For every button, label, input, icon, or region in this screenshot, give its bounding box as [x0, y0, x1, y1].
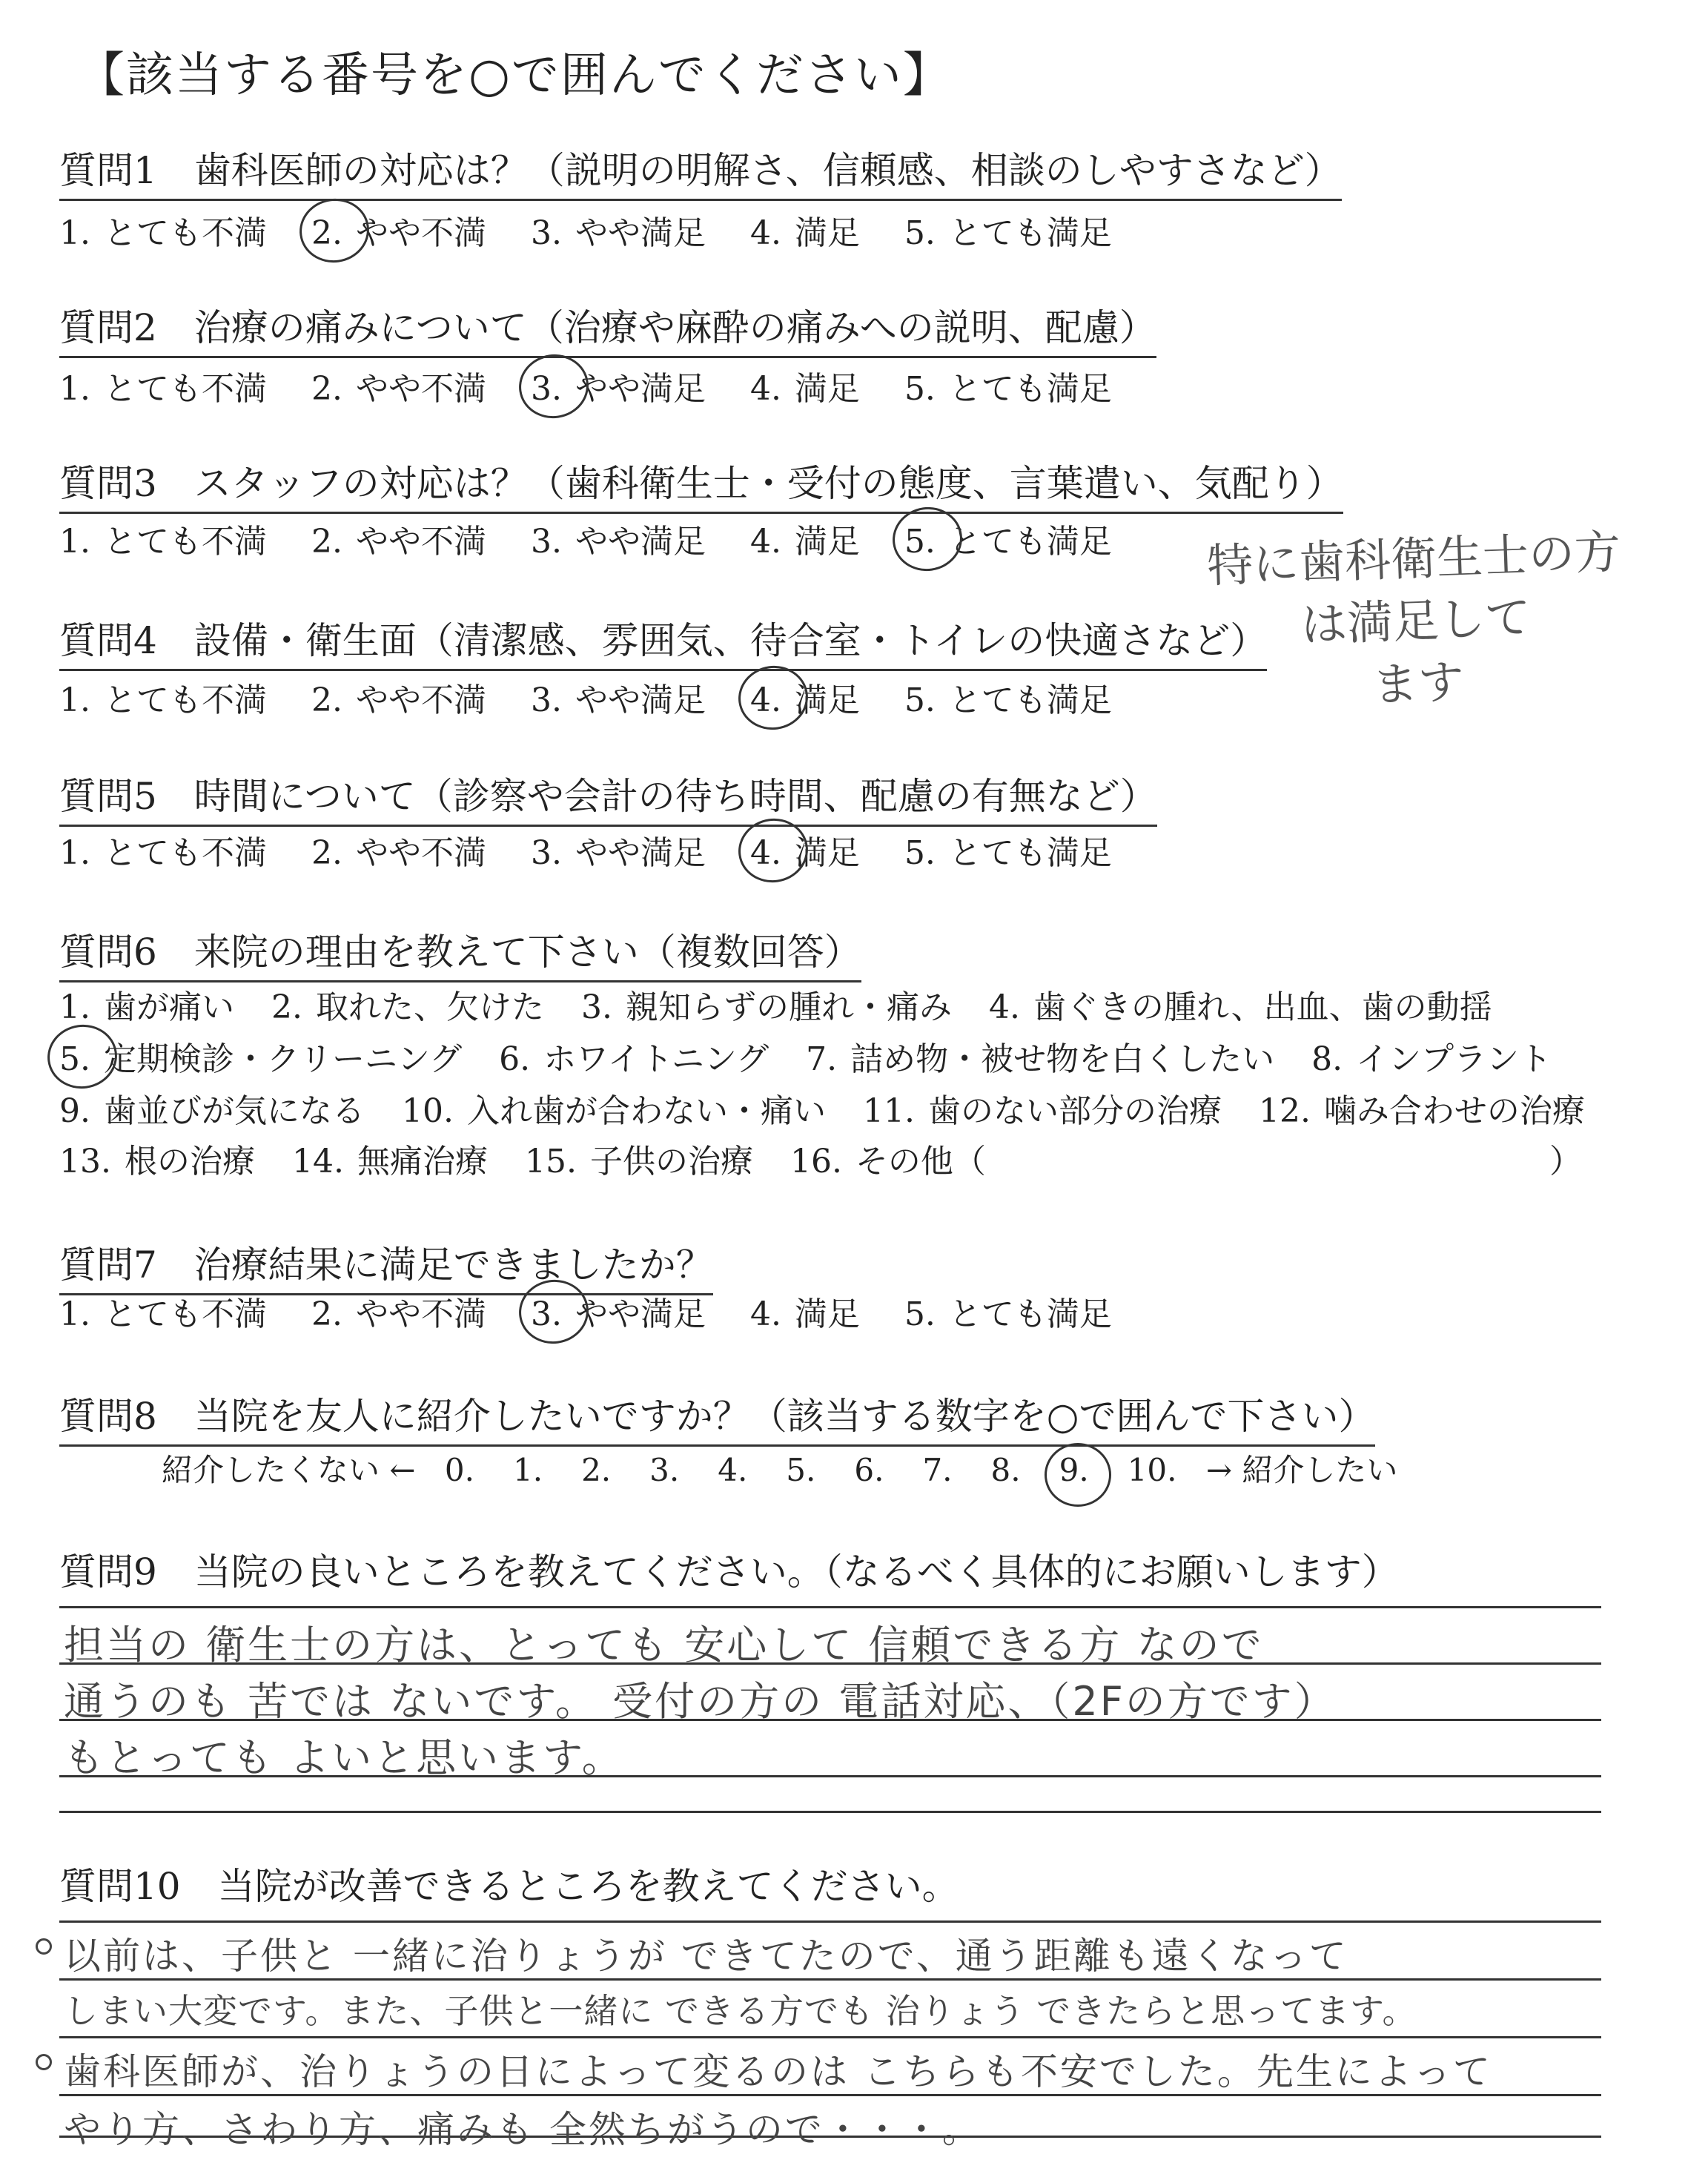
- q1-title: 質問1 歯科医師の対応は？（説明の明解さ、信頼感、相談のしやすさなど）: [59, 141, 1342, 201]
- q6-line-1: [59, 980, 1529, 1028]
- q10-answer-text-1[interactable]: 以前は、子供と 一緒に治りょうが できてたので、通う距離も遠くなって: [64, 1935, 1348, 1978]
- q3-title: 質問3 スタッフの対応は？（歯科衛生士・受付の態度、言葉遣い、気配り）: [59, 454, 1343, 514]
- q4-option-2[interactable]: 2. やや不満: [311, 681, 486, 719]
- q6-option-4[interactable]: 4. 歯ぐきの腫れ、出血、歯の動揺: [988, 988, 1492, 1026]
- q2-title: 質問2 治療の痛みについて（治療や麻酔の痛みへの説明、配慮）: [59, 298, 1156, 358]
- q6-option-14[interactable]: 14. 無痛治療: [291, 1143, 488, 1180]
- q8-value-7[interactable]: 7.: [922, 1452, 953, 1488]
- q8-value-4[interactable]: 4.: [718, 1452, 748, 1488]
- q8-value-1[interactable]: 1.: [512, 1452, 543, 1488]
- q6-option-15[interactable]: 15. 子供の治療: [524, 1143, 753, 1180]
- bullet-icon: [36, 1938, 52, 1955]
- q2-option-4[interactable]: 4. 満足: [749, 370, 860, 408]
- q6-option-12[interactable]: 12. 噛み合わせの治療: [1258, 1092, 1585, 1130]
- q2-option-2[interactable]: 2. やや不満: [311, 370, 486, 408]
- q6-option-2[interactable]: 2. 取れた、欠けた: [271, 988, 544, 1026]
- q9-title: 質問9 当院の良いところを教えてください。（なるべく具体的にお願いします）: [59, 1550, 1399, 1593]
- q6-option-11[interactable]: 11. 歯のない部分の治療: [862, 1092, 1222, 1130]
- q9-answer-text-2[interactable]: 通うのも 苦では ないです。 受付の方の 電話対応、（2Fの方です）: [64, 1678, 1337, 1725]
- q1-option-4[interactable]: 4. 満足: [749, 214, 860, 252]
- q6-title: 質問6 来院の理由を教えて下さい（複数回答）: [59, 922, 861, 982]
- q8-value-2[interactable]: 2.: [581, 1452, 612, 1488]
- bullet-icon: [36, 2054, 52, 2070]
- q5-option-4[interactable]: 4. 満足: [750, 826, 860, 873]
- q6-option-5[interactable]: 5. 定期検診・クリーニング: [59, 1032, 462, 1080]
- q6-option-1[interactable]: 1. 歯が痛い: [59, 988, 234, 1026]
- q1-option-3[interactable]: 3. やや満足: [530, 214, 706, 252]
- q1-option-5[interactable]: 5. とても満足: [904, 214, 1112, 252]
- page-title: 【該当する番号を○で囲んでください】: [77, 48, 952, 103]
- q10-title: 質問10 当院が改善できるところを教えてください。: [59, 1865, 959, 1908]
- q8-right-label: → 紹介したい: [1205, 1452, 1398, 1488]
- q8-value-0[interactable]: 0.: [444, 1452, 474, 1488]
- q3-option-2[interactable]: 2. やや不満: [311, 523, 486, 561]
- q7-option-5[interactable]: 5. とても満足: [904, 1295, 1112, 1333]
- q1-options: [59, 206, 1156, 254]
- q10-answer-text-2[interactable]: しまい大変です。また、子供と一緒に できる方でも 治りょう できたらと思ってます。: [64, 1991, 1417, 2031]
- q7-title: 質問7 治療結果に満足できましたか？: [59, 1235, 713, 1295]
- q9-answer-line-5: [59, 1811, 1601, 1813]
- q4-option-3[interactable]: 3. やや満足: [530, 681, 706, 719]
- q6-option-6[interactable]: 6. ホワイトニング: [499, 1040, 769, 1078]
- q7-option-4[interactable]: 4. 満足: [749, 1295, 860, 1333]
- q8-value-8[interactable]: 8.: [990, 1452, 1021, 1488]
- q3-options: [59, 515, 1156, 562]
- q4-options: [59, 673, 1156, 721]
- q1-option-1[interactable]: 1. とても不満: [59, 214, 267, 252]
- q6-option-13[interactable]: 13. 根の治療: [59, 1143, 255, 1180]
- q2-options: [59, 362, 1156, 409]
- q6-option-7[interactable]: 7. 詰め物・被せ物を白くしたい: [806, 1040, 1275, 1078]
- q5-option-1[interactable]: 1. とても不満: [59, 834, 267, 872]
- q7-option-2[interactable]: 2. やや不満: [311, 1295, 486, 1333]
- q3-option-3[interactable]: 3. やや満足: [530, 523, 706, 561]
- q8-left-label: 紹介したくない ←: [162, 1452, 416, 1488]
- q8-value-3[interactable]: 3.: [649, 1452, 680, 1488]
- q6-option-10[interactable]: 10. 入れ歯が合わない・痛い: [401, 1092, 826, 1130]
- q10-answer-text-3[interactable]: 歯科医師が、治りょうの日によって変るのは こちらも不安でした。先生によって: [64, 2050, 1492, 2093]
- q3-option-4[interactable]: 4. 満足: [749, 523, 860, 561]
- q6-option-3[interactable]: 3. 親知らずの腫れ・痛み: [580, 988, 952, 1026]
- q2-option-1[interactable]: 1. とても不満: [59, 370, 267, 408]
- q2-option-5[interactable]: 5. とても満足: [904, 370, 1112, 408]
- q8-value-6[interactable]: 6.: [854, 1452, 884, 1488]
- q8-value-9[interactable]: 9.: [1059, 1452, 1089, 1488]
- q5-title: 質問5 時間について（診察や会計の待ち時間、配慮の有無など）: [59, 767, 1157, 827]
- q8-scale: [162, 1446, 1397, 1490]
- q3-option-5[interactable]: 5. とても満足: [904, 515, 1112, 562]
- q9-answer-text-1[interactable]: 担当の 衛生士の方は、とっても 安心して 信頼できる方 なので: [64, 1622, 1264, 1668]
- q8-value-5[interactable]: 5.: [786, 1452, 816, 1488]
- q10-answer-line-3: [59, 2036, 1601, 2038]
- q7-options: [59, 1287, 1156, 1335]
- q4-option-1[interactable]: 1. とても不満: [59, 681, 267, 719]
- q3-handwritten-note: 特に歯科衛生士の方 は満足して ます: [1205, 524, 1622, 713]
- q9-answer-line-1: [59, 1606, 1601, 1608]
- q2-option-3[interactable]: 3. やや満足: [531, 362, 706, 409]
- q4-option-5[interactable]: 5. とても満足: [904, 681, 1112, 719]
- q9-answer-text-3[interactable]: もとっても よいと思います。: [64, 1734, 624, 1781]
- q5-option-2[interactable]: 2. やや不満: [311, 834, 486, 872]
- q5-option-3[interactable]: 3. やや満足: [530, 834, 706, 872]
- q8-title: 質問8 当院を友人に紹介したいですか？（該当する数字を○で囲んで下さい）: [59, 1387, 1375, 1447]
- q1-option-2[interactable]: 2. やや不満: [311, 206, 486, 254]
- q6-line-3: [59, 1084, 1622, 1132]
- q7-option-1[interactable]: 1. とても不満: [59, 1295, 267, 1333]
- q7-option-3[interactable]: 3. やや満足: [531, 1287, 706, 1335]
- q3-option-1[interactable]: 1. とても不満: [59, 523, 267, 561]
- q6-option-8[interactable]: 8. インプラント: [1311, 1040, 1552, 1078]
- q5-option-5[interactable]: 5. とても満足: [904, 834, 1112, 872]
- q4-title: 質問4 設備・衛生面（清潔感、雰囲気、待合室・トイレの快適さなど）: [59, 611, 1267, 671]
- q6-line-4: [59, 1135, 1619, 1182]
- q6-option-16[interactable]: 16. その他（ ）: [790, 1143, 1582, 1180]
- q5-options: [59, 826, 1156, 873]
- q10-answer-text-4[interactable]: やり方、さわり方、痛みも 全然ちがうので・・・。: [64, 2108, 982, 2151]
- q8-value-10[interactable]: 10.: [1127, 1452, 1177, 1488]
- q6-option-9[interactable]: 9. 歯並びが気になる: [59, 1092, 365, 1130]
- q10-answer-line-1: [59, 1920, 1601, 1923]
- q4-option-4[interactable]: 4. 満足: [750, 673, 860, 721]
- q6-line-2: [59, 1032, 1589, 1080]
